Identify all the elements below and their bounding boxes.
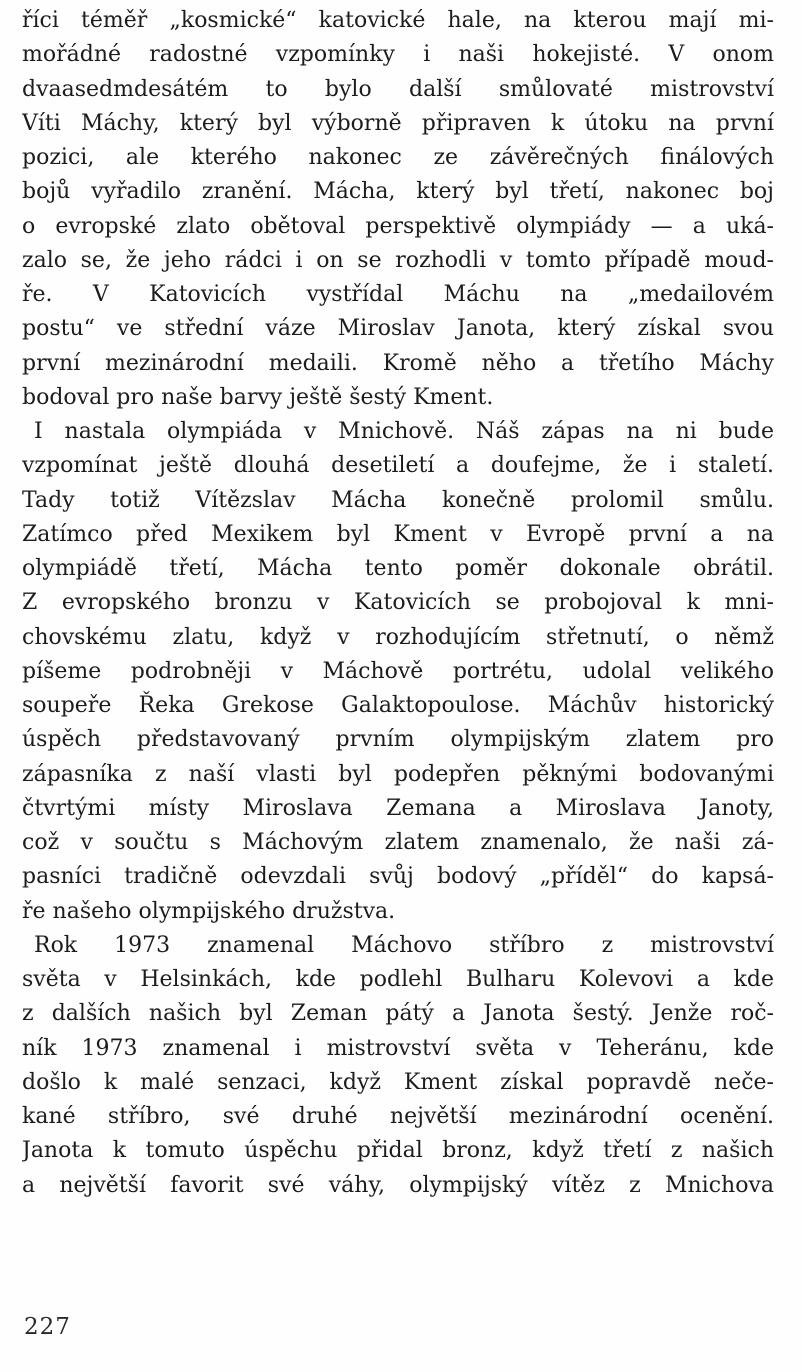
text-line: o evropské zlato obětoval perspektivě olympiády — a uká- (22, 213, 774, 239)
text-line: čtvrtými místy Miroslava Zemana a Miroslava Janoty, (22, 795, 774, 821)
text-line: bodoval pro naše barvy ještě šestý Kment. (22, 384, 494, 410)
text-line: pasníci tradičně odevzdali svůj bodový „příděl“ do kapsá- (22, 864, 774, 890)
text-line: úspěch představovaný prvním olympijským zlatem pro (22, 727, 774, 753)
text-line: Tady totiž Vítězslav Mácha konečně prolomil smůlu. (22, 487, 774, 513)
text-line: zalo se, že jeho rádci i on se rozhodli v tomto případě moud- (22, 247, 774, 273)
text-line: Z evropského bronzu v Katovicích se probojoval k mni- (22, 590, 774, 616)
page-number: 227 (24, 1314, 71, 1340)
text-line: chovskému zlatu, když v rozhodujícím střetnutí, o němž (22, 624, 774, 650)
paragraph-3 (22, 929, 774, 1203)
text-line: což v součtu s Máchovým zlatem znamenalo, že naši zá- (22, 830, 774, 855)
text-line: první mezinárodní medaili. Kromě něho a třetího Máchy (22, 350, 774, 376)
text-line: Víti Máchy, který byl výborně připraven k útoku na první (22, 110, 774, 136)
text-line: z dalších našich byl Zeman pátý a Janota šestý. Jenže roč- (22, 1001, 774, 1027)
text-line: I nastala olympiáda v Mnichově. Náš zápas na ni bude (34, 419, 774, 444)
text-line: a největší favorit své váhy, olympijský vítěz z Mnichova (22, 1172, 774, 1198)
text-line: ník 1973 znamenal i mistrovství světa v Teheránu, kde (22, 1035, 774, 1061)
text-line: olympiádě třetí, Mácha tento poměr dokonale obrátil. (22, 556, 774, 581)
paragraph-1 (22, 4, 774, 415)
text-line: říci téměř „kosmické“ katovické hale, na kterou mají mi- (22, 8, 774, 33)
text-line: Rok 1973 znamenal Máchovo stříbro z mistrovství (34, 932, 774, 958)
text-line: zápasníka z naší vlasti byl podepřen pěknými bodovanými (22, 761, 774, 787)
text-line: dvaasedmdesátém to bylo další smůlovaté mistrovství (22, 76, 774, 102)
text-line: pozici, ale kterého nakonec ze závěrečných finálových (22, 145, 774, 170)
text-line: píšeme podrobněji v Máchově portrétu, udolal velikého (22, 658, 774, 684)
text-line: bojů vyřadilo zranění. Mácha, který byl třetí, nakonec boj (22, 179, 774, 205)
text-line: ře našeho olympijského družstva. (22, 898, 396, 924)
text-line: soupeře Řeka Grekose Galaktopoulose. Máchův historický (22, 693, 774, 718)
text-line: Zatímco před Mexikem byl Kment v Evropě první a na (22, 521, 774, 547)
paragraph-2 (22, 415, 774, 929)
body-text (22, 4, 774, 1203)
text-line: došlo k malé senzaci, když Kment získal popravdě neče- (22, 1069, 774, 1095)
text-line: vzpomínat ještě dlouhá desetiletí a doufejme, že i staletí. (22, 453, 774, 479)
text-line: Janota k tomuto úspěchu přidal bronz, když třetí z našich (22, 1138, 774, 1164)
text-line: kané stříbro, své druhé největší mezinárodní ocenění. (22, 1104, 774, 1129)
text-line: mořádné radostné vzpomínky i naši hokejisté. V onom (22, 42, 774, 68)
text-line: postu“ ve střední váze Miroslav Janota, který získal svou (22, 316, 774, 342)
text-line: světa v Helsinkách, kde podlehl Bulharu Kolevovi a kde (22, 967, 774, 992)
text-line: ře. V Katovicích vystřídal Máchu na „medailovém (22, 282, 774, 307)
